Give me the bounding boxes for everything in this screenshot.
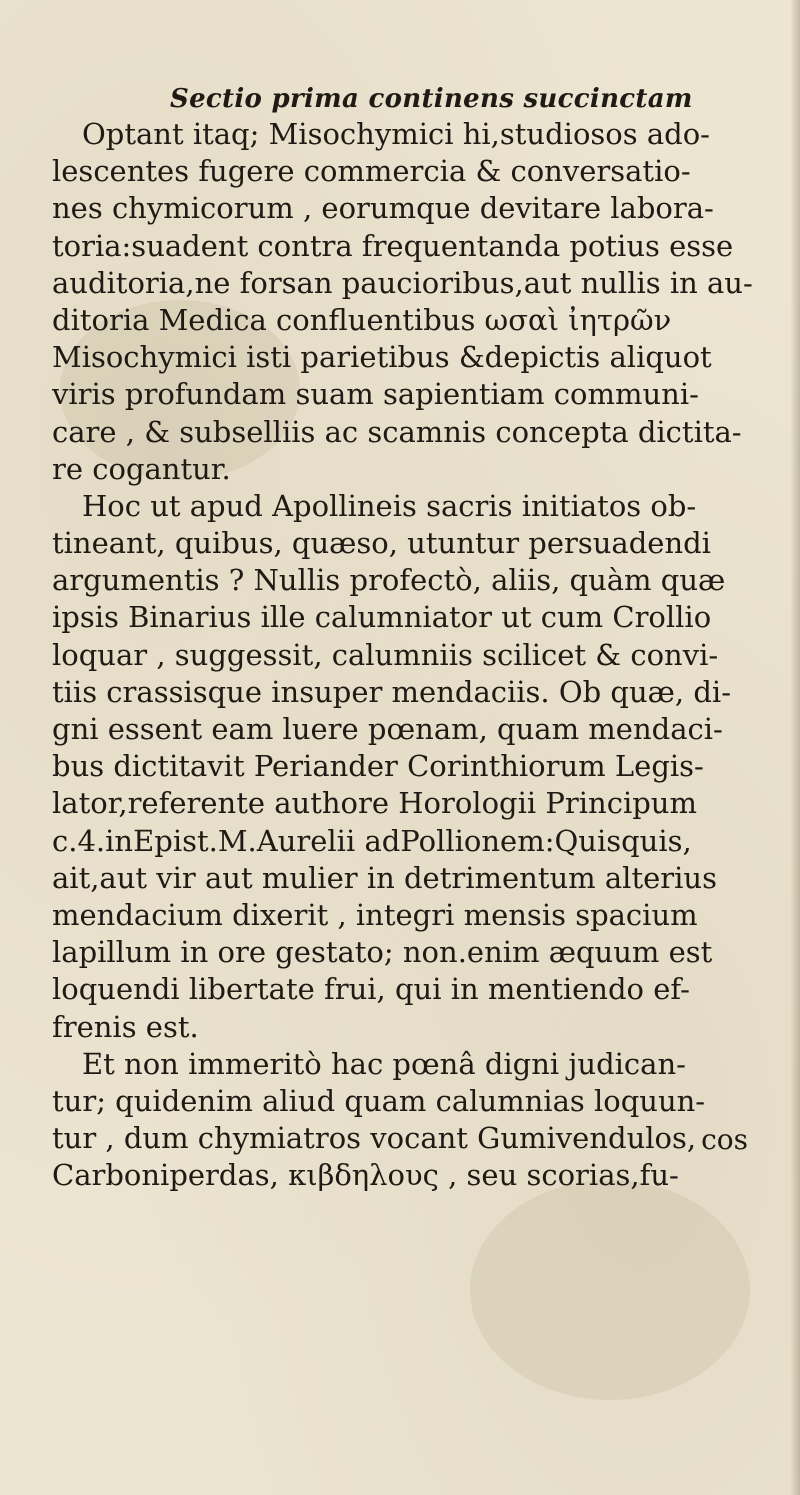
running-header: Sectio prima continens succinctam	[170, 84, 693, 114]
text-line: tiis crassisque insuper mendaciis. Ob quæ, di-	[52, 674, 731, 709]
text-line: toria:suadent contra frequentanda potius esse	[52, 228, 734, 263]
text-line: re cogantur.	[52, 451, 231, 486]
text-line: tur; quidenim aliud quam calumnias loquun-	[52, 1083, 706, 1118]
text-line: bus dictitavit Periander Corinthiorum Legis-	[52, 749, 704, 784]
text-line: ait,aut vir aut mulier in detrimentum alterius	[52, 860, 717, 895]
text-line: loquar , suggessit, calumniis scilicet & convi-	[52, 637, 719, 672]
text-line: Hoc ut apud Apollineis sacris initiatos ob-	[82, 488, 697, 523]
text-line: frenis est.	[52, 1009, 199, 1044]
text-line: Carboniperdas, κιβδηλους , seu scorias,fu-	[52, 1158, 679, 1193]
text-line: argumentis ? Nullis profectò, aliis, quàm quæ	[52, 563, 726, 598]
catchword-row	[0, 1120, 788, 1160]
text-line: gni essent eam luere pœnam, quam mendaci-	[52, 712, 723, 746]
text-line: auditoria,ne forsan paucioribus,aut nullis in au-	[52, 265, 753, 300]
text-line: nes chymicorum , eorumque devitare labora-	[52, 191, 714, 226]
text-line: Misochymici isti parietibus &depictis aliquot	[52, 340, 712, 375]
text-line: ipsis Binarius ille calumniator ut cum Crollio	[52, 600, 712, 635]
paper-stain	[470, 1180, 750, 1400]
text-line: c.4.inEpist.M.Aurelii adPollionem:Quisquis,	[52, 823, 692, 858]
text-line: lapillum in ore gestato; non.enim æquum est	[52, 935, 713, 970]
text-line: lescentes fugere commercia & conversatio-	[52, 154, 691, 189]
text-line: Et non immeritò hac pœnâ digni judican-	[82, 1046, 686, 1081]
text-line: tur , dum chymiatros vocant Gumivendulos,	[52, 1121, 697, 1156]
text-line: ditoria Medica confluentibus ωσαὶ ἰητρῶν	[52, 302, 672, 337]
text-line: viris profundam suam sapientiam communi-	[52, 377, 699, 412]
text-line: lator,referente authore Horologii Principum	[52, 786, 697, 821]
text-line: mendacium dixerit , integri mensis spacium	[52, 897, 698, 932]
text-line: loquendi libertate frui, qui in mentiendo ef-	[52, 972, 690, 1007]
page-edge-shadow	[790, 0, 800, 1495]
catchword: cos	[701, 1123, 748, 1156]
body-text	[52, 116, 788, 1194]
text-line: Optant itaq; Misochymici hi,studiosos ado-	[82, 117, 710, 151]
text-line: tineant, quibus, quæso, utuntur persuadendi	[52, 526, 711, 561]
text-line: care , & subselliis ac scamnis concepta dictita-	[52, 414, 742, 449]
